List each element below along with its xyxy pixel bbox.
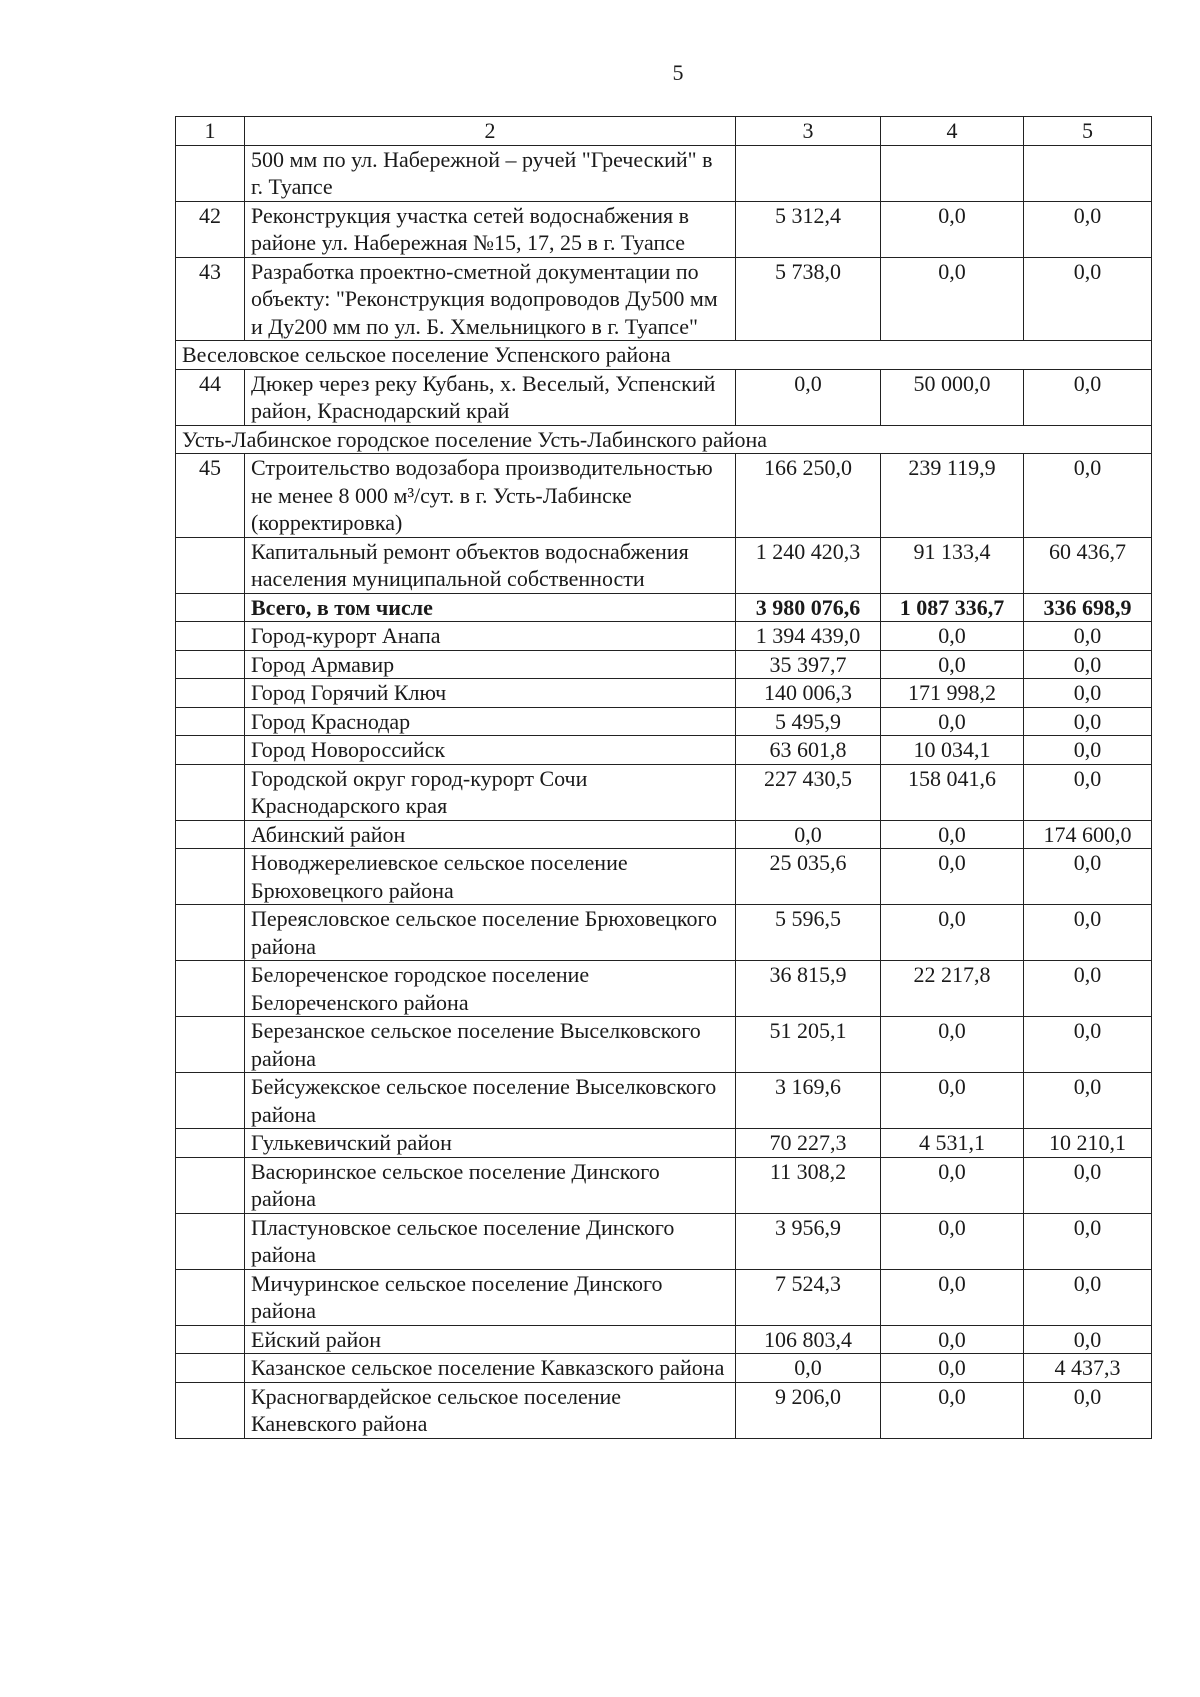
value-col-3: 63 601,8 bbox=[736, 736, 881, 765]
value-col-3: 5 738,0 bbox=[736, 257, 881, 341]
row-name: Город-курорт Анапа bbox=[245, 622, 736, 651]
row-number bbox=[176, 1129, 245, 1158]
table-row bbox=[176, 537, 1152, 593]
section-row bbox=[176, 425, 1152, 454]
row-number bbox=[176, 1354, 245, 1383]
row-number: 45 bbox=[176, 454, 245, 538]
row-name: Абинский район bbox=[245, 820, 736, 849]
value-col-5: 10 210,1 bbox=[1024, 1129, 1152, 1158]
row-number bbox=[176, 961, 245, 1017]
value-col-5 bbox=[1024, 145, 1152, 201]
row-number bbox=[176, 1017, 245, 1073]
value-col-4: 0,0 bbox=[881, 707, 1024, 736]
row-number bbox=[176, 650, 245, 679]
value-col-5: 0,0 bbox=[1024, 622, 1152, 651]
row-number: 42 bbox=[176, 201, 245, 257]
row-name: Городской округ город-курорт Сочи Краснодарского края bbox=[245, 764, 736, 820]
row-number bbox=[176, 679, 245, 708]
value-col-3: 0,0 bbox=[736, 820, 881, 849]
value-col-5: 0,0 bbox=[1024, 1073, 1152, 1129]
table-header-row bbox=[176, 117, 1152, 146]
value-col-3: 11 308,2 bbox=[736, 1157, 881, 1213]
value-col-4: 0,0 bbox=[881, 905, 1024, 961]
row-name: Березанское сельское поселение Выселковского района bbox=[245, 1017, 736, 1073]
value-col-5: 60 436,7 bbox=[1024, 537, 1152, 593]
value-col-5: 0,0 bbox=[1024, 905, 1152, 961]
header-col-4: 4 bbox=[881, 117, 1024, 146]
value-col-4: 22 217,8 bbox=[881, 961, 1024, 1017]
value-col-5: 0,0 bbox=[1024, 961, 1152, 1017]
row-number bbox=[176, 537, 245, 593]
value-col-3: 5 596,5 bbox=[736, 905, 881, 961]
row-number bbox=[176, 1073, 245, 1129]
section-title: Веселовское сельское поселение Успенского района bbox=[176, 341, 1152, 370]
value-col-3: 106 803,4 bbox=[736, 1325, 881, 1354]
value-col-4: 0,0 bbox=[881, 1157, 1024, 1213]
header-col-3: 3 bbox=[736, 117, 881, 146]
table-row bbox=[176, 369, 1152, 425]
value-col-3: 0,0 bbox=[736, 369, 881, 425]
row-number bbox=[176, 1157, 245, 1213]
table-row bbox=[176, 1073, 1152, 1129]
page-number: 5 bbox=[672, 60, 684, 85]
table-row bbox=[176, 1269, 1152, 1325]
value-col-4: 0,0 bbox=[881, 1382, 1024, 1438]
value-col-3: 3 169,6 bbox=[736, 1073, 881, 1129]
row-name: Город Краснодар bbox=[245, 707, 736, 736]
table-row bbox=[176, 622, 1152, 651]
row-number bbox=[176, 736, 245, 765]
total-row bbox=[176, 593, 1152, 622]
row-name: Реконструкция участка сетей водоснабжения в районе ул. Набережная №15, 17, 25 в г. Туапсе bbox=[245, 201, 736, 257]
value-col-4: 91 133,4 bbox=[881, 537, 1024, 593]
row-name: Переясловское сельское поселение Брюховецкого района bbox=[245, 905, 736, 961]
value-col-3: 1 394 439,0 bbox=[736, 622, 881, 651]
row-name: Дюкер через реку Кубань, х. Веселый, Успенский район, Краснодарский край bbox=[245, 369, 736, 425]
row-name: Разработка проектно-сметной документации по объекту: "Реконструкция водопроводов Ду500 мм и Ду200 мм по ул. Б. Хмельницкого в г. Туапсе" bbox=[245, 257, 736, 341]
value-col-4: 0,0 bbox=[881, 820, 1024, 849]
table-row bbox=[176, 1382, 1152, 1438]
value-col-3: 1 240 420,3 bbox=[736, 537, 881, 593]
row-number bbox=[176, 622, 245, 651]
value-col-5: 0,0 bbox=[1024, 369, 1152, 425]
value-col-4: 1 087 336,7 bbox=[881, 593, 1024, 622]
row-name: Капитальный ремонт объектов водоснабжения населения муниципальной собственности bbox=[245, 537, 736, 593]
row-name: Город Горячий Ключ bbox=[245, 679, 736, 708]
value-col-4: 0,0 bbox=[881, 849, 1024, 905]
value-col-5: 0,0 bbox=[1024, 201, 1152, 257]
table-row bbox=[176, 764, 1152, 820]
row-number bbox=[176, 145, 245, 201]
value-col-3: 25 035,6 bbox=[736, 849, 881, 905]
table-row bbox=[176, 1325, 1152, 1354]
value-col-5: 4 437,3 bbox=[1024, 1354, 1152, 1383]
row-name: Строительство водозабора производительностью не менее 8 000 м³/сут. в г. Усть-Лабинске (корректировка) bbox=[245, 454, 736, 538]
row-name: Красногвардейское сельское поселение Каневского района bbox=[245, 1382, 736, 1438]
value-col-3 bbox=[736, 145, 881, 201]
table-row bbox=[176, 736, 1152, 765]
value-col-4: 239 119,9 bbox=[881, 454, 1024, 538]
value-col-5: 0,0 bbox=[1024, 257, 1152, 341]
row-number bbox=[176, 905, 245, 961]
row-name: Город Армавир bbox=[245, 650, 736, 679]
row-name: Мичуринское сельское поселение Динского района bbox=[245, 1269, 736, 1325]
value-col-5: 0,0 bbox=[1024, 1325, 1152, 1354]
value-col-5: 0,0 bbox=[1024, 764, 1152, 820]
value-col-5: 0,0 bbox=[1024, 454, 1152, 538]
section-title: Усть-Лабинское городское поселение Усть-Лабинского района bbox=[176, 425, 1152, 454]
value-col-5: 0,0 bbox=[1024, 736, 1152, 765]
value-col-3: 51 205,1 bbox=[736, 1017, 881, 1073]
value-col-5: 0,0 bbox=[1024, 849, 1152, 905]
row-number bbox=[176, 849, 245, 905]
value-col-4: 0,0 bbox=[881, 1073, 1024, 1129]
table-row bbox=[176, 820, 1152, 849]
value-col-4: 0,0 bbox=[881, 1325, 1024, 1354]
row-name: Всего, в том числе bbox=[245, 593, 736, 622]
value-col-3: 35 397,7 bbox=[736, 650, 881, 679]
table-row bbox=[176, 1213, 1152, 1269]
row-name: 500 мм по ул. Набережной – ручей "Греческий" в г. Туапсе bbox=[245, 145, 736, 201]
table-row bbox=[176, 707, 1152, 736]
row-number bbox=[176, 1325, 245, 1354]
value-col-5: 174 600,0 bbox=[1024, 820, 1152, 849]
row-name: Бейсужекское сельское поселение Выселковского района bbox=[245, 1073, 736, 1129]
row-name: Васюринское сельское поселение Динского района bbox=[245, 1157, 736, 1213]
table-row bbox=[176, 1157, 1152, 1213]
value-col-3: 36 815,9 bbox=[736, 961, 881, 1017]
row-number bbox=[176, 593, 245, 622]
value-col-3: 5 312,4 bbox=[736, 201, 881, 257]
value-col-5: 0,0 bbox=[1024, 1382, 1152, 1438]
value-col-4: 0,0 bbox=[881, 201, 1024, 257]
value-col-3: 3 956,9 bbox=[736, 1213, 881, 1269]
value-col-3: 5 495,9 bbox=[736, 707, 881, 736]
value-col-4: 171 998,2 bbox=[881, 679, 1024, 708]
value-col-5: 0,0 bbox=[1024, 650, 1152, 679]
table-row bbox=[176, 145, 1152, 201]
value-col-3: 0,0 bbox=[736, 1354, 881, 1383]
value-col-4: 158 041,6 bbox=[881, 764, 1024, 820]
value-col-5: 0,0 bbox=[1024, 679, 1152, 708]
table-row bbox=[176, 1017, 1152, 1073]
row-name: Казанское сельское поселение Кавказского района bbox=[245, 1354, 736, 1383]
row-name: Пластуновское сельское поселение Динского района bbox=[245, 1213, 736, 1269]
value-col-4 bbox=[881, 145, 1024, 201]
row-name: Новоджерелиевское сельское поселение Брюховецкого района bbox=[245, 849, 736, 905]
table-row bbox=[176, 1354, 1152, 1383]
table-row bbox=[176, 454, 1152, 538]
value-col-5: 0,0 bbox=[1024, 1213, 1152, 1269]
value-col-3: 166 250,0 bbox=[736, 454, 881, 538]
header-col-5: 5 bbox=[1024, 117, 1152, 146]
value-col-5: 0,0 bbox=[1024, 1157, 1152, 1213]
value-col-4: 0,0 bbox=[881, 1017, 1024, 1073]
section-row bbox=[176, 341, 1152, 370]
row-number bbox=[176, 1269, 245, 1325]
value-col-5: 336 698,9 bbox=[1024, 593, 1152, 622]
row-name: Ейский район bbox=[245, 1325, 736, 1354]
value-col-3: 140 006,3 bbox=[736, 679, 881, 708]
value-col-4: 0,0 bbox=[881, 1213, 1024, 1269]
table-row bbox=[176, 905, 1152, 961]
row-number bbox=[176, 1382, 245, 1438]
value-col-4: 0,0 bbox=[881, 1269, 1024, 1325]
table-row bbox=[176, 201, 1152, 257]
row-number bbox=[176, 764, 245, 820]
value-col-4: 0,0 bbox=[881, 1354, 1024, 1383]
value-col-3: 70 227,3 bbox=[736, 1129, 881, 1158]
value-col-3: 227 430,5 bbox=[736, 764, 881, 820]
value-col-5: 0,0 bbox=[1024, 1017, 1152, 1073]
row-number: 43 bbox=[176, 257, 245, 341]
table-row bbox=[176, 961, 1152, 1017]
table-row bbox=[176, 1129, 1152, 1158]
row-number bbox=[176, 707, 245, 736]
value-col-4: 50 000,0 bbox=[881, 369, 1024, 425]
header-col-1: 1 bbox=[176, 117, 245, 146]
header-col-2: 2 bbox=[245, 117, 736, 146]
row-number bbox=[176, 1213, 245, 1269]
value-col-4: 0,0 bbox=[881, 257, 1024, 341]
value-col-4: 0,0 bbox=[881, 622, 1024, 651]
table-row bbox=[176, 849, 1152, 905]
row-number bbox=[176, 820, 245, 849]
funding-table bbox=[175, 116, 1152, 1439]
value-col-3: 9 206,0 bbox=[736, 1382, 881, 1438]
value-col-4: 0,0 bbox=[881, 650, 1024, 679]
table-body bbox=[176, 117, 1152, 1439]
value-col-3: 3 980 076,6 bbox=[736, 593, 881, 622]
value-col-5: 0,0 bbox=[1024, 707, 1152, 736]
value-col-5: 0,0 bbox=[1024, 1269, 1152, 1325]
row-name: Белореченское городское поселение Белореченского района bbox=[245, 961, 736, 1017]
row-number: 44 bbox=[176, 369, 245, 425]
value-col-3: 7 524,3 bbox=[736, 1269, 881, 1325]
row-name: Город Новороссийск bbox=[245, 736, 736, 765]
table-row bbox=[176, 679, 1152, 708]
table-row bbox=[176, 257, 1152, 341]
table-row bbox=[176, 650, 1152, 679]
value-col-4: 4 531,1 bbox=[881, 1129, 1024, 1158]
row-name: Гулькевичский район bbox=[245, 1129, 736, 1158]
value-col-4: 10 034,1 bbox=[881, 736, 1024, 765]
